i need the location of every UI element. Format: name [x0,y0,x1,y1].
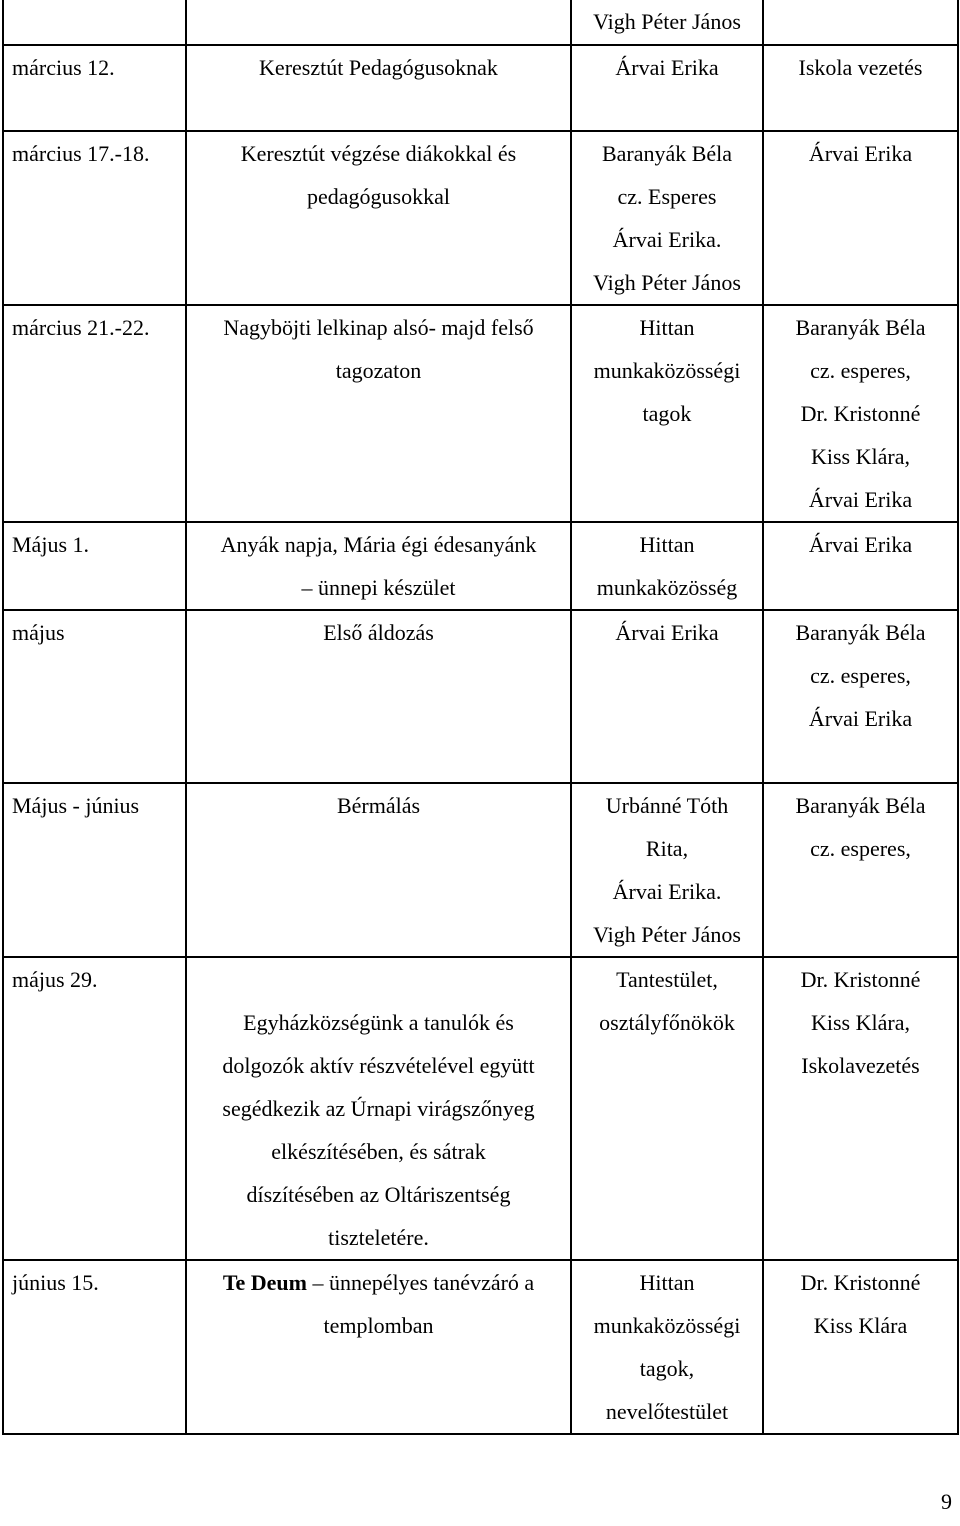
table-row [3,957,958,1260]
event-cell: Keresztút Pedagógusoknak [186,45,571,131]
responsible-cell: Árvai Erika [763,131,958,305]
page-number: 9 [941,1489,952,1514]
date-cell: Május 1. [3,522,186,610]
table-row [3,1260,958,1434]
organizer-cell: Baranyák Béla cz. Esperes Árvai Erika. Vigh Péter János [571,131,763,305]
organizer-cell: Vigh Péter János [571,0,763,45]
responsible-cell: Baranyák Béla cz. esperes, Dr. Kristonné Kiss Klára, Árvai Erika [763,305,958,522]
event-cell [186,0,571,45]
organizer-cell: Hittan munkaközösségi tagok, nevelőtestület [571,1260,763,1434]
date-cell [3,0,186,45]
table-row [3,610,958,783]
responsible-cell: Dr. Kristonné Kiss Klára, Iskolavezetés [763,957,958,1260]
event-cell: Bérmálás [186,783,571,957]
organizer-cell: Tantestület, osztályfőnökök [571,957,763,1260]
date-cell: Május - június [3,783,186,957]
event-description: – ünnepélyes tanévzáró a templomban [312,1270,535,1338]
responsible-cell: Baranyák Béla cz. esperes, [763,783,958,957]
table-row [3,783,958,957]
table-row [3,0,958,45]
date-cell: május 29. [3,957,186,1260]
organizer-cell: Hittan munkaközösségi tagok [571,305,763,522]
table-row [3,45,958,131]
event-title-bold: Te Deum [222,1270,307,1295]
organizer-cell: Árvai Erika [571,610,763,783]
responsible-cell [763,0,958,45]
event-cell [186,1260,571,1434]
responsible-cell: Baranyák Béla cz. esperes, Árvai Erika [763,610,958,783]
table-row [3,305,958,522]
event-cell: Nagyböjti lelkinap alsó- majd felső tagozaton [186,305,571,522]
date-cell: március 21.-22. [3,305,186,522]
table-row [3,522,958,610]
organizer-cell: Hittan munkaközösség [571,522,763,610]
event-cell: Anyák napja, Mária égi édesanyánk – ünnepi készület [186,522,571,610]
date-cell: május [3,610,186,783]
responsible-cell: Iskola vezetés [763,45,958,131]
schedule-table [2,0,959,1435]
date-cell: március 12. [3,45,186,131]
organizer-cell: Urbánné Tóth Rita, Árvai Erika. Vigh Péter János [571,783,763,957]
date-cell: június 15. [3,1260,186,1434]
organizer-cell: Árvai Erika [571,45,763,131]
date-cell: március 17.-18. [3,131,186,305]
responsible-cell: Árvai Erika [763,522,958,610]
event-cell: Első áldozás [186,610,571,783]
event-cell: Egyházközségünk a tanulók és dolgozók aktív részvételével együtt segédkezik az Úrnapi virágszőnyeg elkészítésében, és sátrak díszítésében az Oltáriszentség tiszteletére. [186,957,571,1260]
responsible-cell: Dr. Kristonné Kiss Klára [763,1260,958,1434]
event-cell: Keresztút végzése diákokkal és pedagógusokkal [186,131,571,305]
table-row [3,131,958,305]
